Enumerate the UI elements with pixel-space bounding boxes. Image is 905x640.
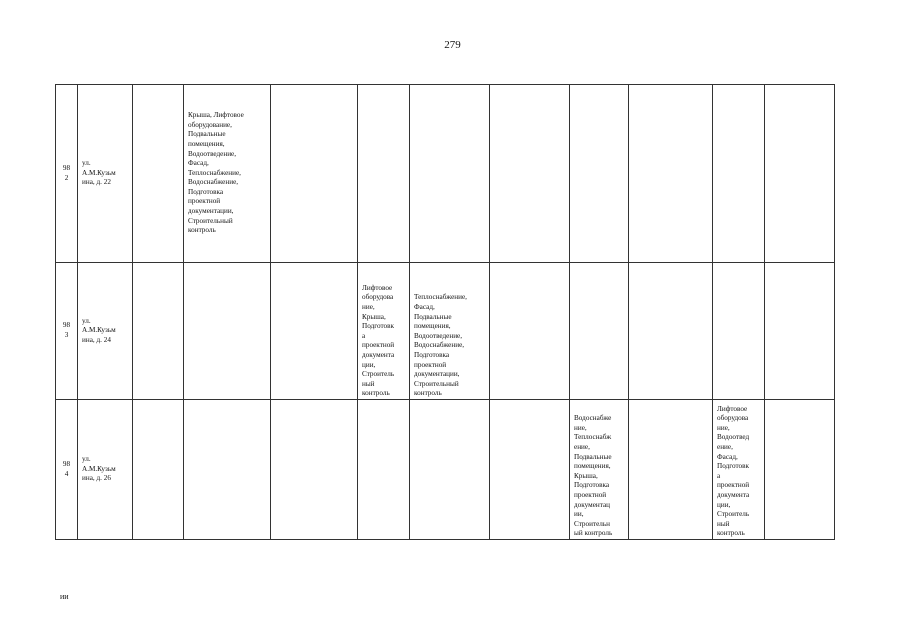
works-cell xyxy=(184,400,271,540)
works-cell xyxy=(570,263,629,400)
empty-cell xyxy=(629,85,713,263)
works-cell: Лифтовое оборудова ние, Крыша, Подготовк а проектной документа ции, Строитель ный контроль xyxy=(358,263,410,400)
works-cell xyxy=(184,263,271,400)
works-cell: Теплоснабжение, Фасад, Подвальные помещения, Водоотведение, Водоснабжение, Подготовка проектной документации, Строительный контроль xyxy=(410,263,490,400)
empty-cell xyxy=(271,400,358,540)
empty-cell xyxy=(490,400,570,540)
empty-cell xyxy=(133,400,184,540)
works-cell: Лифтовое оборудова ние, Водоотвед ение, Фасад, Подготовк а проектной документа ции, Строитель ный контроль xyxy=(713,400,765,540)
footer-mark: ии xyxy=(60,592,69,601)
empty-cell xyxy=(133,263,184,400)
empty-cell xyxy=(765,85,835,263)
empty-cell xyxy=(271,85,358,263)
empty-cell xyxy=(490,263,570,400)
address-cell: ул. А.М.Кузьм ина, д. 22 xyxy=(78,85,133,263)
works-cell: Крыша, Лифтовое оборудование, Подвальные помещения, Водоотведение, Фасад, Теплоснабжение, Водоснабжение, Подготовка проектной документации, Строительный контроль xyxy=(184,85,271,263)
works-cell xyxy=(570,85,629,263)
address-cell: ул. А.М.Кузьм ина, д. 26 xyxy=(78,400,133,540)
works-cell xyxy=(358,85,410,263)
empty-cell xyxy=(765,400,835,540)
works-cell xyxy=(713,85,765,263)
works-cell xyxy=(358,400,410,540)
row-number-cell: 98 2 xyxy=(56,85,78,263)
repair-schedule-table xyxy=(55,84,835,540)
empty-cell xyxy=(629,400,713,540)
works-cell xyxy=(410,400,490,540)
empty-cell xyxy=(765,263,835,400)
empty-cell xyxy=(271,263,358,400)
page-number: 279 xyxy=(444,39,461,51)
table-row xyxy=(56,400,835,540)
works-cell xyxy=(713,263,765,400)
works-cell: Водоснабже ние, Теплоснабж ение, Подвальные помещения, Крыша, Подготовка проектной документац ии, Строительн ый контроль xyxy=(570,400,629,540)
row-number-cell: 98 4 xyxy=(56,400,78,540)
empty-cell xyxy=(629,263,713,400)
works-cell xyxy=(410,85,490,263)
empty-cell xyxy=(133,85,184,263)
row-number-cell: 98 3 xyxy=(56,263,78,400)
table-row xyxy=(56,263,835,400)
table-row xyxy=(56,85,835,263)
empty-cell xyxy=(490,85,570,263)
address-cell: ул. А.М.Кузьм ина, д. 24 xyxy=(78,263,133,400)
